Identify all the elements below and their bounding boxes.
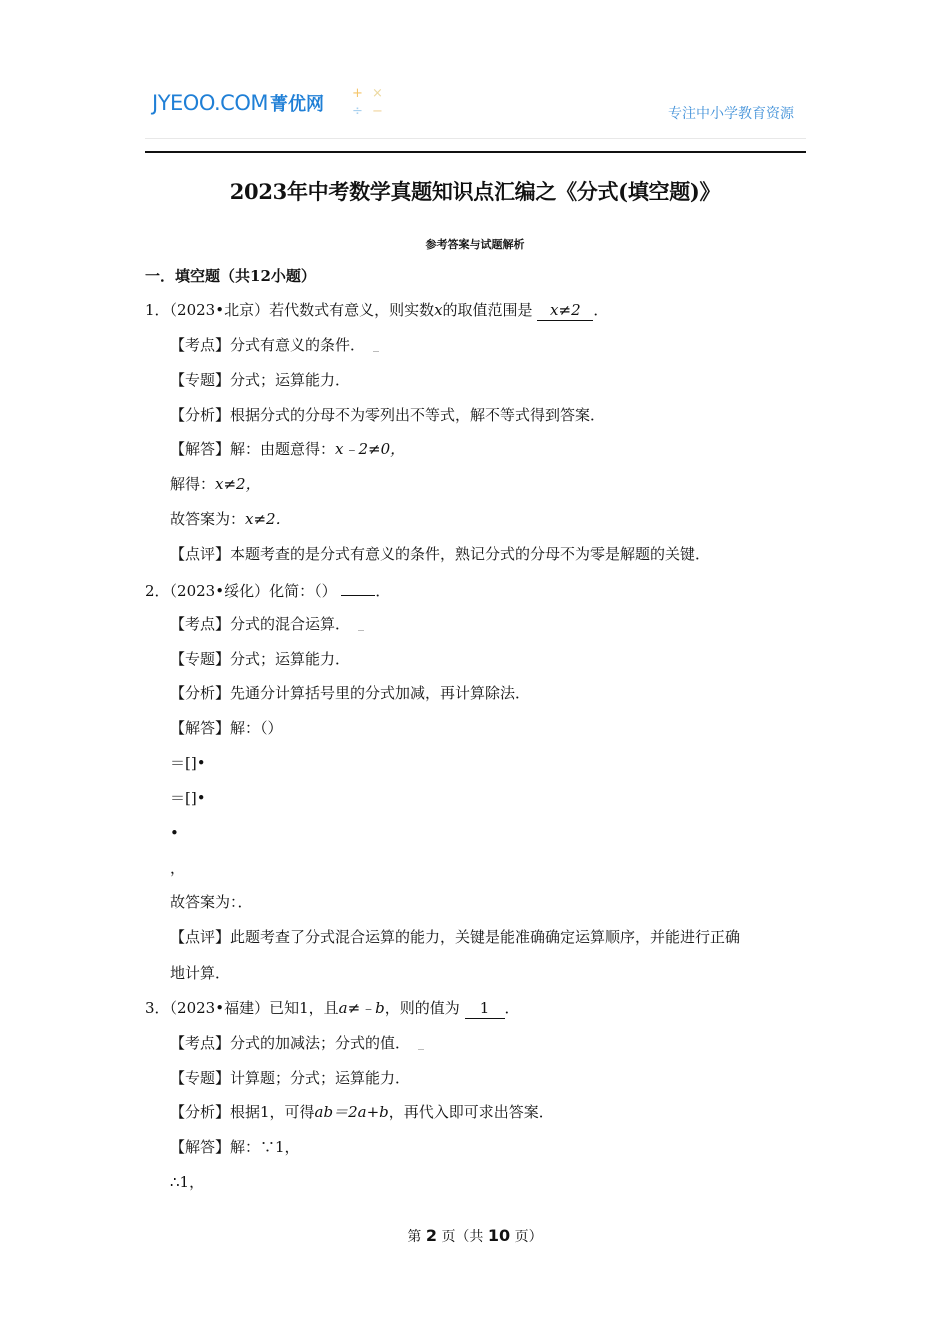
section-heading: 一．填空题（共12小题） bbox=[145, 267, 316, 285]
q2-conclusion: 故答案为：． bbox=[170, 893, 253, 911]
q3-step-1: ∴1， bbox=[170, 1173, 205, 1191]
logo-cn: 菁优网 bbox=[269, 94, 324, 115]
question-number: 2． bbox=[145, 582, 170, 600]
minus-icon: − bbox=[372, 104, 383, 119]
question-3-stem: 3．（2023•福建）已知1，且a≠﹣b，则的值为 1 ． bbox=[145, 999, 520, 1017]
q1-dianping: 【点评】本题考查的是分式有意义的条件，熟记分式的分母不为零是解题的关键． bbox=[170, 545, 711, 563]
q2-step-3: • bbox=[170, 824, 179, 842]
q1-zhuanti: 【专题】分式；运算能力． bbox=[170, 371, 351, 389]
plus-icon: + bbox=[352, 86, 363, 101]
q3-jieda: 【解答】解：∵1， bbox=[170, 1138, 300, 1156]
q2-fenxi: 【分析】先通分计算括号里的分式加减，再计算除法． bbox=[170, 684, 531, 702]
q2-step-2: ＝[]• bbox=[170, 789, 206, 807]
divide-icon: ÷ bbox=[352, 104, 363, 119]
jyeoo-logo[interactable] bbox=[152, 90, 324, 116]
header-slogan: 专注中小学教育资源 bbox=[668, 106, 794, 122]
q1-step-1: 解得：x≠2， bbox=[170, 475, 261, 493]
header-divider-thin bbox=[145, 138, 806, 139]
document-title: 2023年中考数学真题知识点汇编之《分式(填空题)》 bbox=[229, 179, 721, 204]
q1-kaodian: 【考点】分式有意义的条件． bbox=[170, 335, 379, 355]
question-number: 3． bbox=[145, 999, 170, 1017]
logo-text: JYEOO.COM bbox=[152, 91, 268, 115]
q3-kaodian: 【考点】分式的加减法；分式的值． bbox=[170, 1033, 424, 1053]
page-footer: 第 2 页（共 10 页） bbox=[407, 1226, 543, 1245]
q2-kaodian: 【考点】分式的混合运算． bbox=[170, 614, 364, 634]
q2-jieda: 【解答】解：（） bbox=[170, 719, 283, 737]
total-pages: 10 bbox=[487, 1226, 511, 1245]
q3-fenxi: 【分析】根据1，可得ab＝2a+b，再代入即可求出答案． bbox=[170, 1103, 554, 1121]
q2-dianping-2: 地计算． bbox=[170, 964, 231, 982]
question-2-stem: 2．（2023•绥化）化简：（） ． bbox=[145, 579, 390, 601]
document-subtitle: 参考答案与试题解析 bbox=[425, 238, 525, 251]
link-mark bbox=[358, 630, 364, 631]
current-page: 2 bbox=[425, 1226, 437, 1245]
q2-dianping-1: 【点评】此题考查了分式混合运算的能力，关键是能准确确定运算顺序，并能进行正确 bbox=[170, 928, 741, 946]
math-operators-icon bbox=[350, 85, 390, 121]
header-divider-thick bbox=[145, 151, 806, 153]
link-mark bbox=[418, 1049, 424, 1050]
q3-zhuanti: 【专题】计算题；分式；运算能力． bbox=[170, 1069, 411, 1087]
question-number: 1． bbox=[145, 301, 170, 319]
q1-conclusion: 故答案为：x≠2． bbox=[170, 510, 291, 528]
q2-step-1: ＝[]• bbox=[170, 754, 206, 772]
q1-fenxi: 【分析】根据分式的分母不为零列出不等式，解不等式得到答案． bbox=[170, 406, 606, 424]
answer-blank: 1 bbox=[465, 998, 505, 1019]
question-1-stem: 1．（2023•北京）若代数式有意义，则实数x的取值范围是 x≠2 ． bbox=[145, 301, 609, 319]
answer-blank bbox=[341, 579, 375, 596]
q1-jieda: 【解答】解：由题意得：x﹣2≠0， bbox=[170, 440, 406, 458]
times-icon: × bbox=[372, 86, 383, 101]
link-mark bbox=[373, 351, 379, 352]
q2-zhuanti: 【专题】分式；运算能力． bbox=[170, 650, 351, 668]
q2-step-4: ， bbox=[170, 859, 186, 877]
answer-blank: x≠2 bbox=[537, 300, 593, 321]
